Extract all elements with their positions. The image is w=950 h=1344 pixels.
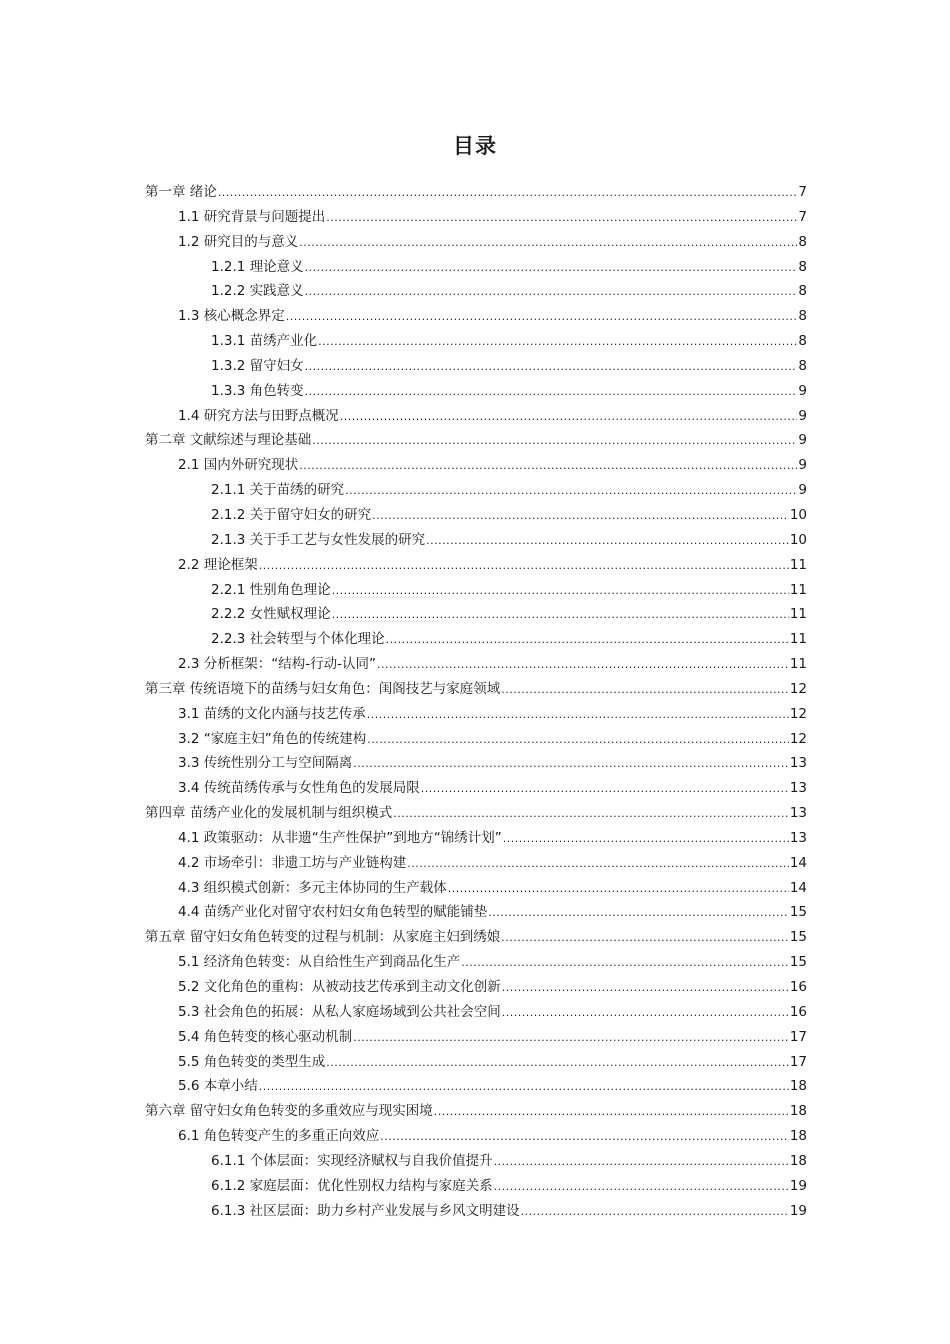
toc-entry[interactable] (145, 478, 807, 503)
toc-leader-dots (218, 181, 797, 206)
toc-entry-title: 5.3 社会角色的拓展：从私人家庭场域到公共社会空间 (178, 1003, 501, 1020)
toc-page-number: 15 (789, 904, 807, 921)
toc-page-number: 13 (789, 829, 807, 846)
toc-entry-title: 4.3 组织模式创新：多元主体协同的生产载体 (178, 879, 447, 896)
toc-entry[interactable] (145, 751, 807, 776)
toc-page-number: 14 (789, 879, 807, 896)
toc-leader-dots (377, 653, 789, 678)
toc-entry-title: 2.1.3 关于手工艺与女性发展的研究 (211, 531, 426, 548)
toc-entry-title: 1.2 研究目的与意义 (178, 233, 299, 250)
toc-entry[interactable] (145, 925, 807, 950)
toc-entry-title: 3.4 传统苗绣传承与女性角色的发展局限 (178, 780, 420, 797)
toc-entry-title: 2.1 国内外研究现状 (178, 457, 299, 474)
toc-page-number: 12 (789, 730, 807, 747)
toc-page-number: 14 (789, 854, 807, 871)
toc-leader-dots (501, 678, 789, 703)
toc-leader-dots (305, 380, 797, 405)
toc-entry[interactable] (145, 428, 807, 453)
toc-entry-title: 4.2 市场牵引：非遗工坊与产业链构建 (178, 854, 407, 871)
toc-entry[interactable] (145, 1074, 807, 1099)
toc-page-number: 13 (789, 780, 807, 797)
toc-entry-title: 6.1.3 社区层面：助力乡村产业发展与乡风文明建设 (211, 1202, 520, 1219)
toc-leader-dots (305, 355, 797, 380)
toc-entry[interactable] (145, 1149, 807, 1174)
toc-entry[interactable] (145, 975, 807, 1000)
toc-leader-dots (353, 752, 789, 777)
table-of-contents (145, 180, 807, 1223)
toc-entry-title: 1.4 研究方法与田野点概况 (178, 407, 339, 424)
toc-leader-dots (521, 1200, 789, 1225)
page-title: 目录 (453, 134, 497, 158)
toc-leader-dots (367, 703, 789, 728)
toc-entry-title: 6.1 角色转变产生的多重正向效应 (178, 1128, 380, 1145)
toc-entry-title: 5.4 角色转变的核心驱动机制 (178, 1028, 353, 1045)
toc-leader-dots (305, 256, 797, 281)
toc-leader-dots (299, 454, 797, 479)
toc-entry-title: 6.1.1 个体层面：实现经济赋权与自我价值提升 (211, 1152, 493, 1169)
toc-leader-dots (494, 1150, 789, 1175)
toc-entry-title: 2.2.3 社会转型与个体化理论 (211, 631, 385, 648)
toc-entry[interactable] (145, 553, 807, 578)
toc-entry-title: 4.4 苗绣产业化对留守农村妇女角色转型的赋能铺垫 (178, 904, 488, 921)
toc-entry[interactable] (145, 826, 807, 851)
toc-page-number: 9 (798, 432, 807, 449)
toc-entry-title: 3.3 传统性别分工与空间隔离 (178, 755, 353, 772)
toc-leader-dots (426, 529, 789, 554)
toc-leader-dots (434, 1100, 789, 1125)
toc-entry-title: 3.2 “家庭主妇”角色的传统建构 (178, 730, 367, 747)
toc-leader-dots (305, 280, 797, 305)
toc-leader-dots (299, 231, 797, 256)
toc-entry-title: 第一章 绪论 (145, 184, 217, 200)
toc-entry[interactable] (145, 528, 807, 553)
toc-page-number: 11 (789, 556, 807, 573)
toc-entry[interactable] (145, 627, 807, 652)
toc-leader-dots (326, 1051, 789, 1076)
toc-entry[interactable] (145, 304, 807, 329)
toc-entry[interactable] (145, 1124, 807, 1149)
toc-entry-title: 第五章 留守妇女角色转变的过程与机制：从家庭主妇到绣娘 (145, 929, 501, 946)
toc-page-number: 9 (798, 482, 807, 499)
toc-entry[interactable] (145, 652, 807, 677)
toc-entry[interactable] (145, 379, 807, 404)
toc-entry-title: 5.5 角色转变的类型生成 (178, 1053, 326, 1070)
toc-page-number: 11 (789, 656, 807, 673)
toc-entry-title: 3.1 苗绣的文化内涵与技艺传承 (178, 705, 366, 722)
toc-page-number: 9 (798, 382, 807, 399)
toc-leader-dots (448, 877, 789, 902)
toc-page-number: 8 (798, 357, 807, 374)
toc-entry[interactable] (145, 1099, 807, 1124)
toc-leader-dots (502, 1001, 789, 1026)
toc-entry[interactable] (145, 776, 807, 801)
toc-leader-dots (393, 802, 789, 827)
toc-leader-dots (367, 728, 789, 753)
toc-entry-title: 1.3 核心概念界定 (178, 308, 285, 325)
toc-entry-title: 1.3.2 留守妇女 (211, 357, 304, 374)
toc-entry[interactable] (145, 900, 807, 925)
toc-leader-dots (259, 554, 789, 579)
toc-leader-dots (340, 405, 797, 430)
toc-page-number: 15 (789, 954, 807, 971)
toc-leader-dots (345, 479, 797, 504)
toc-page-number: 11 (789, 631, 807, 648)
toc-entry[interactable] (145, 1174, 807, 1199)
toc-entry[interactable] (145, 180, 807, 205)
toc-page-number: 12 (789, 680, 807, 697)
toc-entry[interactable] (145, 255, 807, 280)
toc-leader-dots (488, 901, 789, 926)
toc-entry[interactable] (145, 677, 807, 702)
toc-page-number: 18 (789, 1128, 807, 1145)
toc-entry-title: 2.2.1 性别角色理论 (211, 581, 331, 598)
toc-page-number: 19 (789, 1202, 807, 1219)
toc-leader-dots (332, 579, 789, 604)
toc-entry[interactable] (145, 329, 807, 354)
toc-page-number: 17 (789, 1053, 807, 1070)
toc-page-number: 9 (798, 407, 807, 424)
toc-entry[interactable] (145, 1050, 807, 1075)
toc-entry-title: 6.1.2 家庭层面：优化性别权力结构与家庭关系 (211, 1177, 493, 1194)
toc-page-number: 8 (798, 233, 807, 250)
toc-page-number: 15 (789, 929, 807, 946)
toc-entry[interactable] (145, 354, 807, 379)
toc-entry-title: 1.1 研究背景与问题提出 (178, 208, 326, 225)
toc-entry-title: 2.2 理论框架 (178, 556, 258, 573)
toc-leader-dots (421, 777, 789, 802)
toc-entry-title: 5.2 文化角色的重构：从被动技艺传承到主动文化创新 (178, 979, 501, 995)
toc-leader-dots (259, 1075, 789, 1100)
toc-entry[interactable] (145, 453, 807, 478)
toc-page-number: 7 (798, 184, 807, 200)
toc-entry[interactable] (145, 801, 807, 826)
toc-entry[interactable] (145, 230, 807, 255)
toc-entry[interactable] (145, 503, 807, 528)
toc-page-number: 18 (789, 1078, 807, 1095)
toc-leader-dots (461, 951, 789, 976)
toc-leader-dots (353, 1026, 789, 1051)
toc-entry[interactable] (145, 876, 807, 901)
toc-entry[interactable] (145, 404, 807, 429)
toc-leader-dots (326, 206, 797, 231)
toc-entry[interactable] (145, 1199, 807, 1224)
toc-leader-dots (386, 628, 789, 653)
toc-leader-dots (312, 429, 797, 454)
toc-leader-dots (372, 504, 789, 529)
toc-entry[interactable] (145, 205, 807, 230)
toc-entry[interactable] (145, 1000, 807, 1025)
toc-entry-title: 2.3 分析框架：“结构-行动-认同” (178, 656, 376, 673)
toc-entry-title: 1.3.1 苗绣产业化 (211, 333, 318, 350)
toc-page-number: 8 (798, 333, 807, 350)
toc-page-number: 19 (789, 1177, 807, 1194)
toc-entry-title: 1.2.1 理论意义 (211, 258, 304, 275)
toc-page-number: 11 (789, 581, 807, 598)
toc-entry-title: 1.2.2 实践意义 (211, 283, 304, 300)
toc-page-number: 9 (798, 457, 807, 474)
toc-page-number: 16 (789, 1003, 807, 1020)
toc-leader-dots (286, 305, 797, 330)
toc-page-number: 12 (789, 705, 807, 722)
toc-page-number: 18 (789, 1103, 807, 1120)
toc-entry-title: 2.1.1 关于苗绣的研究 (211, 482, 345, 499)
toc-page-number: 18 (789, 1152, 807, 1169)
toc-entry-title: 5.1 经济角色转变：从自给性生产到商品化生产 (178, 954, 461, 971)
toc-entry[interactable] (145, 727, 807, 752)
toc-page-number: 16 (789, 979, 807, 995)
toc-entry-title: 第二章 文献综述与理论基础 (145, 432, 312, 449)
toc-leader-dots (318, 330, 797, 355)
toc-leader-dots (380, 1125, 789, 1150)
toc-page-number: 8 (798, 308, 807, 325)
toc-leader-dots (494, 1175, 789, 1200)
toc-page-number: 13 (789, 805, 807, 822)
toc-page-number: 11 (789, 606, 807, 623)
toc-leader-dots (501, 926, 789, 951)
toc-entry-title: 2.2.2 女性赋权理论 (211, 606, 331, 623)
toc-entry-title: 5.6 本章小结 (178, 1078, 258, 1095)
toc-entry-title: 2.1.2 关于留守妇女的研究 (211, 506, 372, 523)
toc-entry[interactable] (145, 950, 807, 975)
toc-entry-title: 第六章 留守妇女角色转变的多重效应与现实困境 (145, 1103, 433, 1120)
toc-entry-title: 1.3.3 角色转变 (211, 382, 304, 399)
toc-leader-dots (502, 976, 789, 1001)
toc-page-number: 7 (798, 208, 807, 225)
toc-entry[interactable] (145, 851, 807, 876)
toc-entry[interactable] (145, 702, 807, 727)
toc-page-number: 8 (798, 283, 807, 300)
toc-page-number: 10 (789, 506, 807, 523)
toc-leader-dots (407, 852, 789, 877)
toc-page-number: 17 (789, 1028, 807, 1045)
toc-entry-title: 4.1 政策驱动：从非遗“生产性保护”到地方“锦绣计划” (178, 829, 502, 846)
toc-entry-title: 第三章 传统语境下的苗绣与妇女角色：闺阁技艺与家庭领域 (145, 680, 501, 697)
toc-entry[interactable] (145, 1025, 807, 1050)
toc-entry[interactable] (145, 578, 807, 603)
toc-page-number: 8 (798, 258, 807, 275)
toc-leader-dots (503, 827, 789, 852)
toc-leader-dots (332, 603, 789, 628)
toc-entry[interactable] (145, 602, 807, 627)
toc-entry-title: 第四章 苗绣产业化的发展机制与组织模式 (145, 805, 393, 822)
toc-page-number: 13 (789, 755, 807, 772)
toc-page-number: 10 (789, 531, 807, 548)
toc-entry[interactable] (145, 279, 807, 304)
